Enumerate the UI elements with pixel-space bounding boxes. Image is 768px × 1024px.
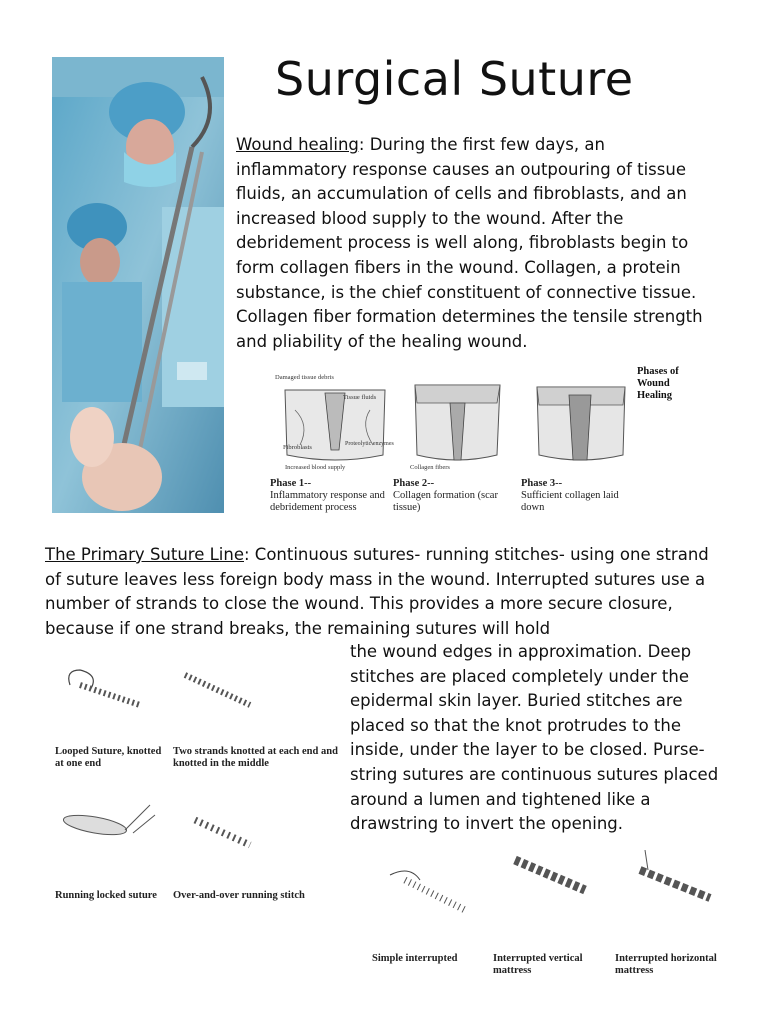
surgical-photo [52,57,224,513]
over-and-over-illustration [195,820,250,845]
two-strands-illustration [185,675,250,705]
phase-1-caption [270,478,390,514]
phase-3-caption [521,478,641,514]
caption-over-and-over: Over-and-over running stitch [173,890,305,901]
phase-2-caption [393,478,513,514]
phase-1-name: Phase 1-- [270,478,312,489]
phase-2-desc: Collagen formation (scar tissue) [393,490,498,513]
caption-two-strands: Two strands knotted at each end and knotted in the middle [173,746,338,769]
wound-healing-text: : During the first few days, an inflammatory response causes an outpouring of tissue fluids, an accumulation of cells and fibroblasts, and an increased blood supply to the wound. After the debridement process is well along, fibroblasts begin to form collagen fibers in the wound. Collagen, a protein substance, is the chief constituent of connective tissue. Collagen fiber formation determines the tensile strength and pliability of the healing wound. [236,135,703,351]
primary-suture-paragraph [45,543,725,641]
phases-title: Phases of Wound Healing [637,366,679,401]
horizontal-mattress-illustration [640,850,710,898]
caption-vertical-mattress: Interrupted vertical mattress [493,953,583,976]
interrupted-illustrations [380,850,725,940]
suture-illustrations [55,645,345,900]
label-tissue-fluids: Tissue fluids [343,394,377,401]
running-locked-illustration [62,805,155,838]
wound-healing-paragraph [236,133,706,354]
phase-2-name: Phase 2-- [393,478,435,489]
phase-2-illustration [415,385,500,460]
vertical-mattress-illustration [515,860,585,890]
phase-1-desc: Inflammatory response and debridement process [270,490,385,513]
phase-3-name: Phase 3-- [521,478,563,489]
label-proteolytic: Proteolytic enzymes [345,441,394,447]
phase-3-desc: Sufficient collagen laid down [521,490,619,513]
primary-suture-text-wide: : Continuous sutures- running stitches- using one strand of suture leaves less foreign body mass in the wound. Interrupted sutures use a number of strands to close the wound. This provides a more secure closure, because if one strand breaks, the remaining sutures will hold [45,545,709,638]
looped-suture-illustration [69,670,140,705]
caption-simple-interrupted: Simple interrupted [372,953,458,964]
caption-running-locked: Running locked suture [55,890,157,901]
primary-suture-text-narrow: the wound edges in approximation. Deep stitches are placed completely under the epidermal skin layer. Buried stitches are placed so that the knot protrudes to the inside, under the layer to be closed. Purse-string sutures are continuous sutures placed around a lumen and tightened like a drawstring to invert the opening. [350,642,719,834]
label-blood-supply: Increased blood supply [285,464,346,471]
label-collagen: Collagen fibers [410,464,450,471]
wound-healing-heading: Wound healing [236,135,359,154]
simple-interrupted-illustration [390,871,465,910]
label-fibroblasts: Fibroblasts [283,444,312,451]
primary-suture-heading: The Primary Suture Line [45,545,244,564]
page-title: Surgical Suture [275,52,634,106]
label-damaged: Damaged tissue debris [275,374,334,381]
caption-horizontal-mattress: Interrupted horizontal mattress [615,953,717,976]
caption-looped-suture: Looped Suture, knotted at one end [55,746,162,769]
phase-3-illustration [537,387,625,460]
